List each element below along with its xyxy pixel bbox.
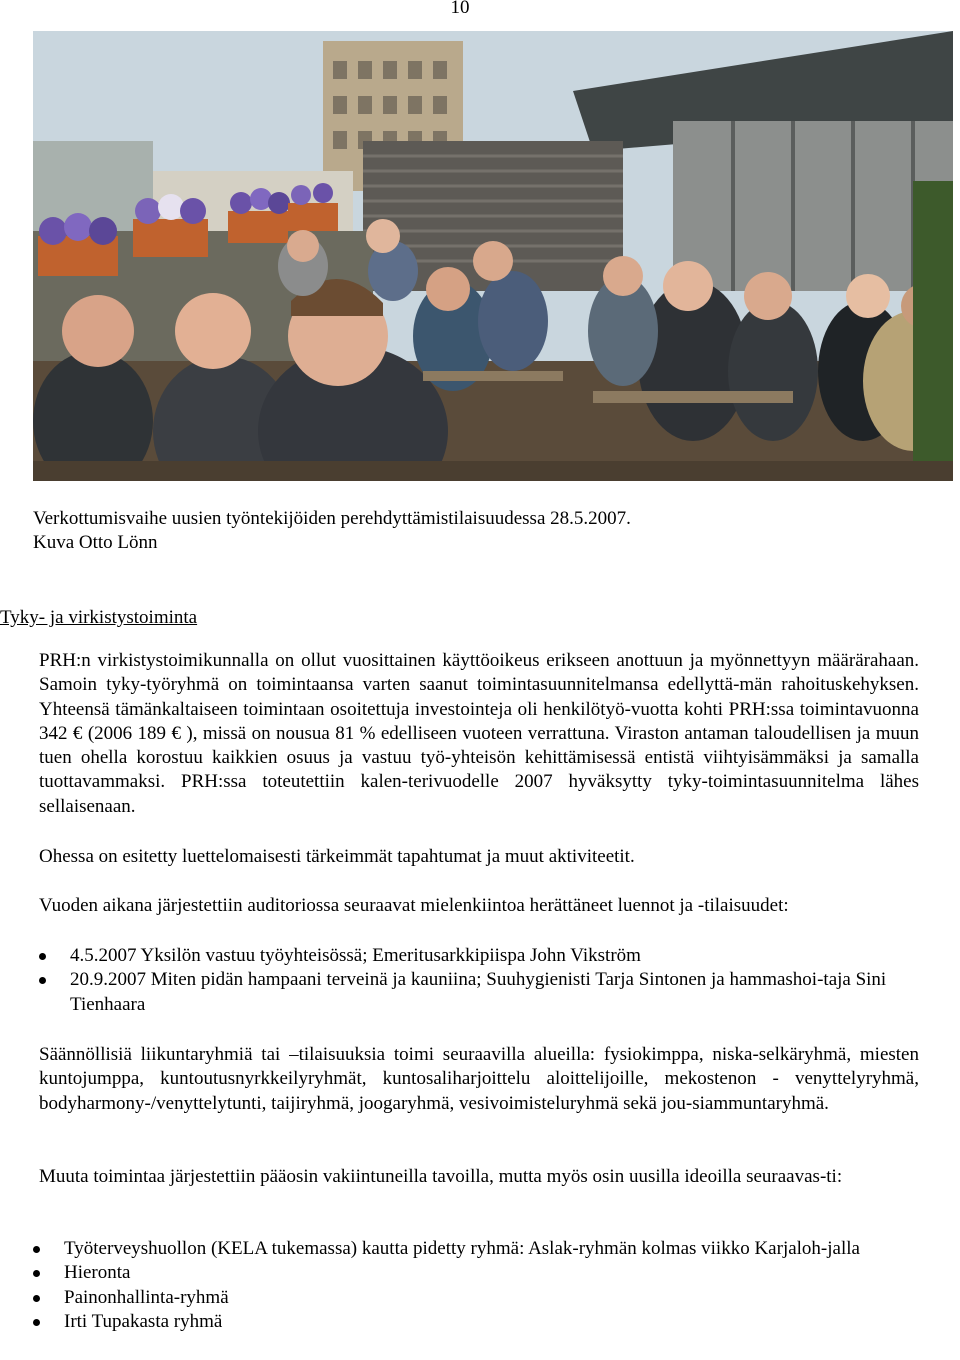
lecture-item-text: 4.5.2007 Yksilön vastuu työyhteisössä; Emeritusarkkipiispa John Vikström: [70, 945, 641, 966]
other-activities-list: [33, 1237, 923, 1334]
bullet-icon: [33, 1295, 40, 1302]
bullet-icon: [33, 1270, 40, 1277]
activity-item-text: Irti Tupakasta ryhmä: [64, 1310, 223, 1332]
paragraph-intro-list: Ohessa on esitetty luettelomaisesti tärkeimmät tapahtumat ja muut aktiviteetit.: [39, 846, 635, 867]
lecture-item-text: 20.9.2007 Miten pidän hampaani terveinä ja kauniina; Suuhygienisti Tarja Sintonen ja hammashoi-taja Sini Tienhaara: [70, 969, 887, 1015]
lecture-list: [39, 944, 919, 1017]
list-item: [33, 1286, 923, 1310]
activity-item-text: Hieronta: [64, 1262, 131, 1284]
list-item: [39, 944, 919, 968]
page-number: 10: [450, 0, 470, 18]
bullet-icon: [33, 1319, 40, 1326]
photo-illustration: [33, 31, 953, 481]
list-item: [33, 1310, 923, 1334]
list-item: [39, 968, 919, 1017]
bullet-icon: [39, 977, 46, 984]
photo-caption-line-1: Verkottumisvaihe uusien työntekijöiden perehdyttämistilaisuudessa 28.5.2007.: [33, 508, 631, 529]
bullet-icon: [39, 953, 46, 960]
paragraph-exercise-groups: Säännöllisiä liikuntaryhmiä tai –tilaisuuksia toimi seuraavilla alueilla: fysiokimppa, niska-selkäryhmä, miesten kuntojumppa, kuntoutusnyrkkeilyryhmät, kuntosaliharjoittelu aloittelijoille, mekostenon - venyttelyryhmä, bodyharmony-/venyttelytunti, taijiryhmä, joogaryhmä, vesivoimisteluryhmä sekä jou-siammuntaryhmä.: [39, 1044, 919, 1114]
list-item: [33, 1261, 923, 1285]
photo-caption-line-2: Kuva Otto Lönn: [33, 532, 158, 553]
rooftop-terrace-photo: [33, 31, 953, 481]
list-item: [33, 1237, 923, 1261]
section-heading: Tyky- ja virkistystoiminta: [0, 607, 198, 628]
activity-item-text: Työterveyshuollon (KELA tukemassa) kautta pidetty ryhmä: Aslak-ryhmän kolmas viikko Karjaloh-jalla: [64, 1238, 860, 1259]
bullet-icon: [33, 1246, 40, 1253]
tree: [913, 181, 953, 481]
paragraph-lectures-intro: Vuoden aikana järjestettiin auditoriossa seuraavat mielenkiintoa herättäneet luennot ja -tilaisuudet:: [39, 895, 789, 916]
paragraph-funding: PRH:n virkistystoimikunnalla on ollut vuosittainen käyttöoikeus erikseen anottuun ja myönnettyyn määrärahaan. Samoin tyky-työryhmä on toimintaansa varten saanut toimintasuunnitelmansa edellyttä-män rahoituskehyksen. Yhteensä tämänkaltaiseen toimintaan osoitettuja investointeja oli henkilötyö-vuotta kohti PRH:ssa toimintavuonna 342 € (2006 189 € ), missä on nousua 81 % edelliseen vuoteen verrattuna. Viraston antaman taloudellisen ja muun tuen ohella korostuu kaikkien osuus ja vastuu työ-yhteisön kehittämisessä entistä viihtyisämmäksi ja samalla tuottavammaksi. PRH:ssa toteutettiin kalen-terivuodelle 2007 hyväksytty tyky-toimintasuunnitelma lähes sellaisenaan.: [39, 650, 919, 817]
paragraph-other-activities: Muuta toimintaa järjestettiin pääosin vakiintuneilla tavoilla, mutta myös osin uusilla ideoilla seuraavas-ti:: [39, 1166, 843, 1187]
activity-item-text: Painonhallinta-ryhmä: [64, 1286, 229, 1308]
